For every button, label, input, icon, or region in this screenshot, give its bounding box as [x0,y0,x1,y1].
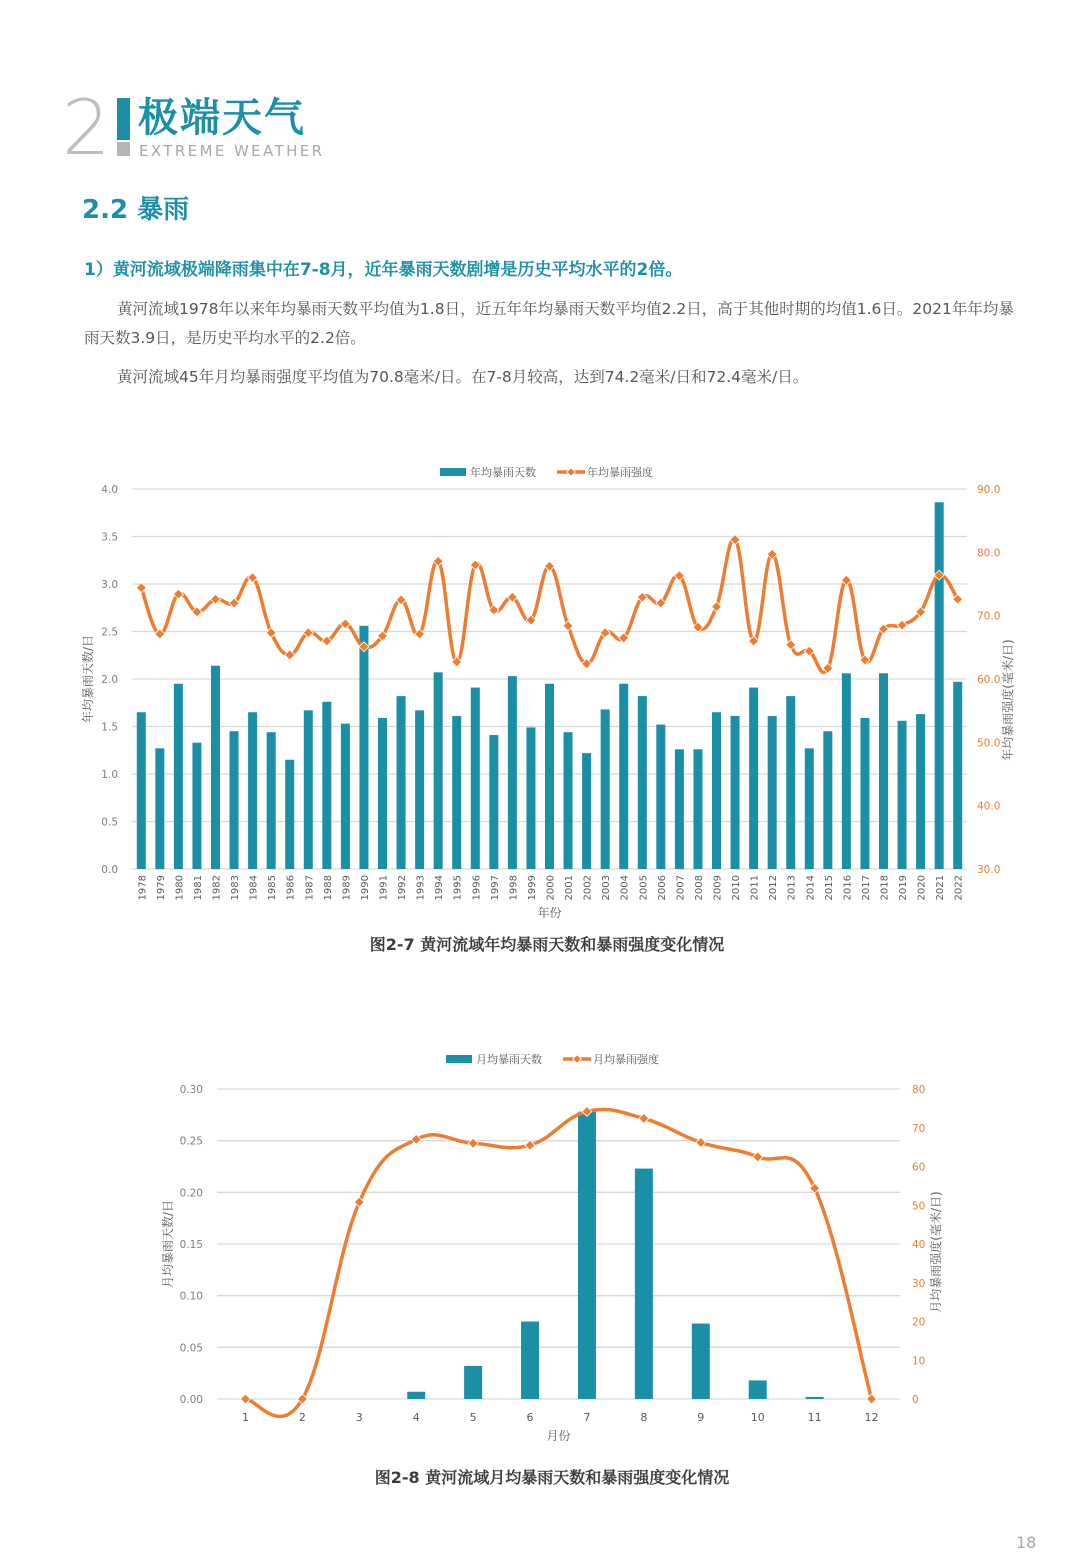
x-tick-label: 2002 [582,875,594,901]
y2-tick-label: 40 [912,1239,926,1251]
line-marker [241,1394,251,1404]
x-tick-label: 1987 [304,875,316,901]
bar [935,502,944,869]
y2-tick-label: 30 [912,1277,926,1290]
intensity-line [141,539,957,672]
y2-tick-label: 0 [912,1394,919,1406]
y2-tick-label: 90.0 [977,484,1001,496]
x-tick-label: 2006 [656,875,668,901]
x-tick-label: 1994 [434,875,446,901]
x-tick-label: 2005 [638,875,650,901]
chapter-number: 2 [62,83,109,172]
x-tick-label: 1980 [174,875,186,901]
bar [230,731,239,869]
legend-bar-label: 年均暴雨天数 [470,466,536,479]
x-tick-label: 6 [526,1411,534,1424]
chapter-accent-bar [117,98,130,140]
bar [359,626,368,869]
annual-rainstorm-chart [0,450,1080,930]
x-tick-label: 2004 [619,875,631,901]
line-marker [696,1138,706,1148]
y-tick-label: 1.0 [101,769,118,781]
x-tick-label: 2017 [860,875,872,901]
bar [635,1169,653,1399]
bar [749,688,758,869]
legend-line-marker [567,468,575,476]
x-tick-label: 2016 [842,875,854,901]
bar [521,1322,539,1400]
bar [464,1366,482,1399]
y-tick-label: 2.0 [101,674,118,686]
x-tick-label: 1991 [378,875,390,901]
legend-bar-swatch [446,1055,472,1063]
x-tick-label: 2021 [935,875,947,901]
y-tick-label: 0.0 [101,864,118,876]
x-tick-label: 2018 [879,875,891,901]
x-tick-label: 9 [697,1411,705,1424]
x-tick-label: 2008 [693,875,705,901]
bar [638,696,647,869]
x-tick-label: 1981 [192,875,204,901]
line-marker [468,1138,478,1148]
bar [564,732,573,869]
x-axis-title: 月份 [546,1429,571,1443]
x-tick-label: 2012 [768,875,780,901]
x-tick-label: 1988 [322,875,334,901]
y-tick-label: 0.10 [179,1290,203,1303]
x-tick-label: 2014 [805,875,817,901]
y-tick-label: 4.0 [101,484,118,496]
bar [768,716,777,869]
y2-tick-label: 70 [912,1122,926,1135]
chapter-title: 极端天气 [138,95,306,141]
bar [806,1397,824,1399]
x-tick-label: 2003 [601,875,613,901]
bar [155,748,164,869]
x-tick-label: 2 [298,1411,306,1424]
section-highlight: 1）黄河流域极端降雨集中在7-8月，近年暴雨天数剧增是历史平均水平的2倍。 [84,260,683,280]
y-tick-label: 0.00 [179,1394,203,1406]
y2-tick-label: 30.0 [977,864,1001,876]
x-tick-label: 12 [864,1411,879,1424]
x-tick-label: 11 [807,1411,822,1424]
bar [192,743,201,869]
bar [692,1324,710,1399]
bar [322,702,331,869]
legend-line-label: 年均暴雨强度 [587,466,653,479]
bar [582,753,591,869]
y-tick-label: 0.5 [101,816,118,829]
bar [619,684,628,869]
bar [578,1112,596,1399]
y2-tick-label: 40.0 [977,800,1001,813]
bar [526,727,535,869]
bar [675,749,684,869]
x-tick-label: 1979 [155,875,167,901]
bar [545,684,554,869]
x-tick-label: 2010 [731,875,743,901]
x-tick-label: 1986 [285,875,297,901]
x-tick-label: 4 [412,1411,420,1424]
x-tick-label: 10 [750,1411,765,1424]
bar [898,721,907,869]
x-tick-label: 1984 [248,875,260,901]
bar [248,712,257,869]
bar [471,688,480,869]
x-tick-label: 2011 [749,875,761,901]
bar [712,712,721,869]
line-marker [786,640,796,650]
y-tick-label: 0.15 [179,1239,203,1251]
legend-bar-swatch [440,468,466,476]
bar [397,696,406,869]
legend-bar-label: 月均暴雨天数 [476,1053,542,1066]
bar [953,682,962,869]
bar [415,710,424,869]
y2-tick-label: 60.0 [977,674,1001,686]
y-tick-label: 0.20 [179,1187,203,1200]
bar [489,735,498,869]
bar [656,725,665,869]
line-marker [712,602,722,612]
y2-tick-label: 80 [912,1084,926,1096]
x-tick-label: 2013 [786,875,798,901]
bar [601,709,610,869]
y-axis-title: 月均暴雨天数/日 [161,1199,175,1289]
x-tick-label: 2015 [823,875,835,901]
bar [407,1392,425,1399]
y-axis-title: 年均暴雨天数/日 [81,634,95,724]
bar [860,718,869,869]
x-tick-label: 2009 [712,875,724,901]
y2-tick-label: 10 [912,1355,926,1368]
bar [879,673,888,869]
x-tick-label: 1985 [267,875,279,901]
chapter-subtitle: EXTREME WEATHER [139,142,325,160]
bar [508,676,517,869]
bar [174,684,183,869]
x-tick-label: 2020 [916,875,928,901]
line-marker [897,620,907,630]
x-tick-label: 1996 [471,875,483,901]
y-tick-label: 3.5 [101,531,118,544]
x-tick-label: 1983 [230,875,242,901]
y-tick-label: 1.5 [101,721,118,734]
x-tick-label: 2007 [675,875,687,901]
line-marker [525,1140,535,1150]
bar [378,718,387,869]
line-marker [470,560,480,570]
figure-2-7-caption: 图2-7 黄河流域年均暴雨天数和暴雨强度变化情况 [369,935,725,954]
bar [137,712,146,869]
bar [823,731,832,869]
legend-line-label: 月均暴雨强度 [593,1053,659,1066]
x-tick-label: 1 [241,1411,249,1424]
x-tick-label: 8 [640,1411,648,1424]
bar [267,732,276,869]
y2-tick-label: 60 [912,1161,926,1174]
x-tick-label: 2022 [953,875,965,901]
x-tick-label: 2019 [898,875,910,901]
x-tick-label: 1995 [452,875,464,901]
bar [731,716,740,869]
x-tick-label: 1997 [489,875,501,901]
bar [786,696,795,869]
x-tick-label: 1993 [415,875,427,901]
bar [341,724,350,869]
x-tick-label: 1998 [508,875,520,901]
line-marker [867,1394,877,1404]
line-marker [354,1197,364,1207]
bar [805,748,814,869]
bar [749,1380,767,1399]
y2-tick-label: 50.0 [977,737,1001,750]
bar [285,760,294,869]
y-tick-label: 3.0 [101,579,118,591]
x-tick-label: 1999 [526,875,538,901]
line-marker [639,1114,649,1124]
y-tick-label: 0.25 [179,1135,203,1148]
paragraph-2: 黄河流域45年月均暴雨强度平均值为70.8毫米/日。在7-8月较高，达到74.2毫米/日和72.4毫米/日。 [117,368,809,386]
x-axis-title: 年份 [537,906,562,920]
bar [304,710,313,869]
bar [916,714,925,869]
x-tick-label: 1982 [211,875,223,901]
figure-2-8-caption: 图2-8 黄河流域月均暴雨天数和暴雨强度变化情况 [374,1468,730,1487]
bar [842,673,851,869]
x-tick-label: 1989 [341,875,353,901]
y-tick-label: 2.5 [101,626,118,639]
y2-tick-label: 70.0 [977,610,1001,623]
paragraph-1: 黄河流域1978年以来年均暴雨天数平均值为1.8日，近五年年均暴雨天数平均值2.2日，高于其他时期的均值1.6日。2021年年均暴雨天数3.9日，是历史平均水平的2.2倍。 [84,300,1014,347]
section-title: 2.2 暴雨 [82,195,190,225]
y2-tick-label: 80.0 [977,547,1001,560]
y2-tick-label: 50 [912,1200,926,1213]
legend-line-marker [573,1055,581,1063]
line-marker [753,1152,763,1162]
bar [211,666,220,869]
line-marker [563,621,573,631]
x-tick-label: 1990 [359,875,371,901]
x-tick-label: 7 [583,1411,591,1424]
y-tick-label: 0.05 [179,1342,203,1355]
x-tick-label: 3 [355,1411,363,1424]
x-tick-label: 5 [469,1411,477,1424]
x-tick-label: 2001 [564,875,576,901]
y-tick-label: 0.30 [179,1084,203,1096]
y2-axis-title: 月均暴雨强度(毫米/日) [929,1191,943,1313]
bar [693,749,702,869]
bar [434,672,443,869]
y2-tick-label: 20 [912,1316,926,1329]
x-tick-label: 1978 [137,875,149,901]
x-tick-label: 1992 [397,875,409,901]
intensity-line [245,1109,871,1416]
bar [452,716,461,869]
page-number: 18 [1016,1533,1037,1552]
monthly-rainstorm-chart [0,1040,1080,1450]
y2-axis-title: 年均暴雨强度(毫米/日) [1001,639,1015,761]
line-marker [860,655,870,665]
chapter-accent-bar-gray [117,142,130,156]
x-tick-label: 2000 [545,875,557,901]
